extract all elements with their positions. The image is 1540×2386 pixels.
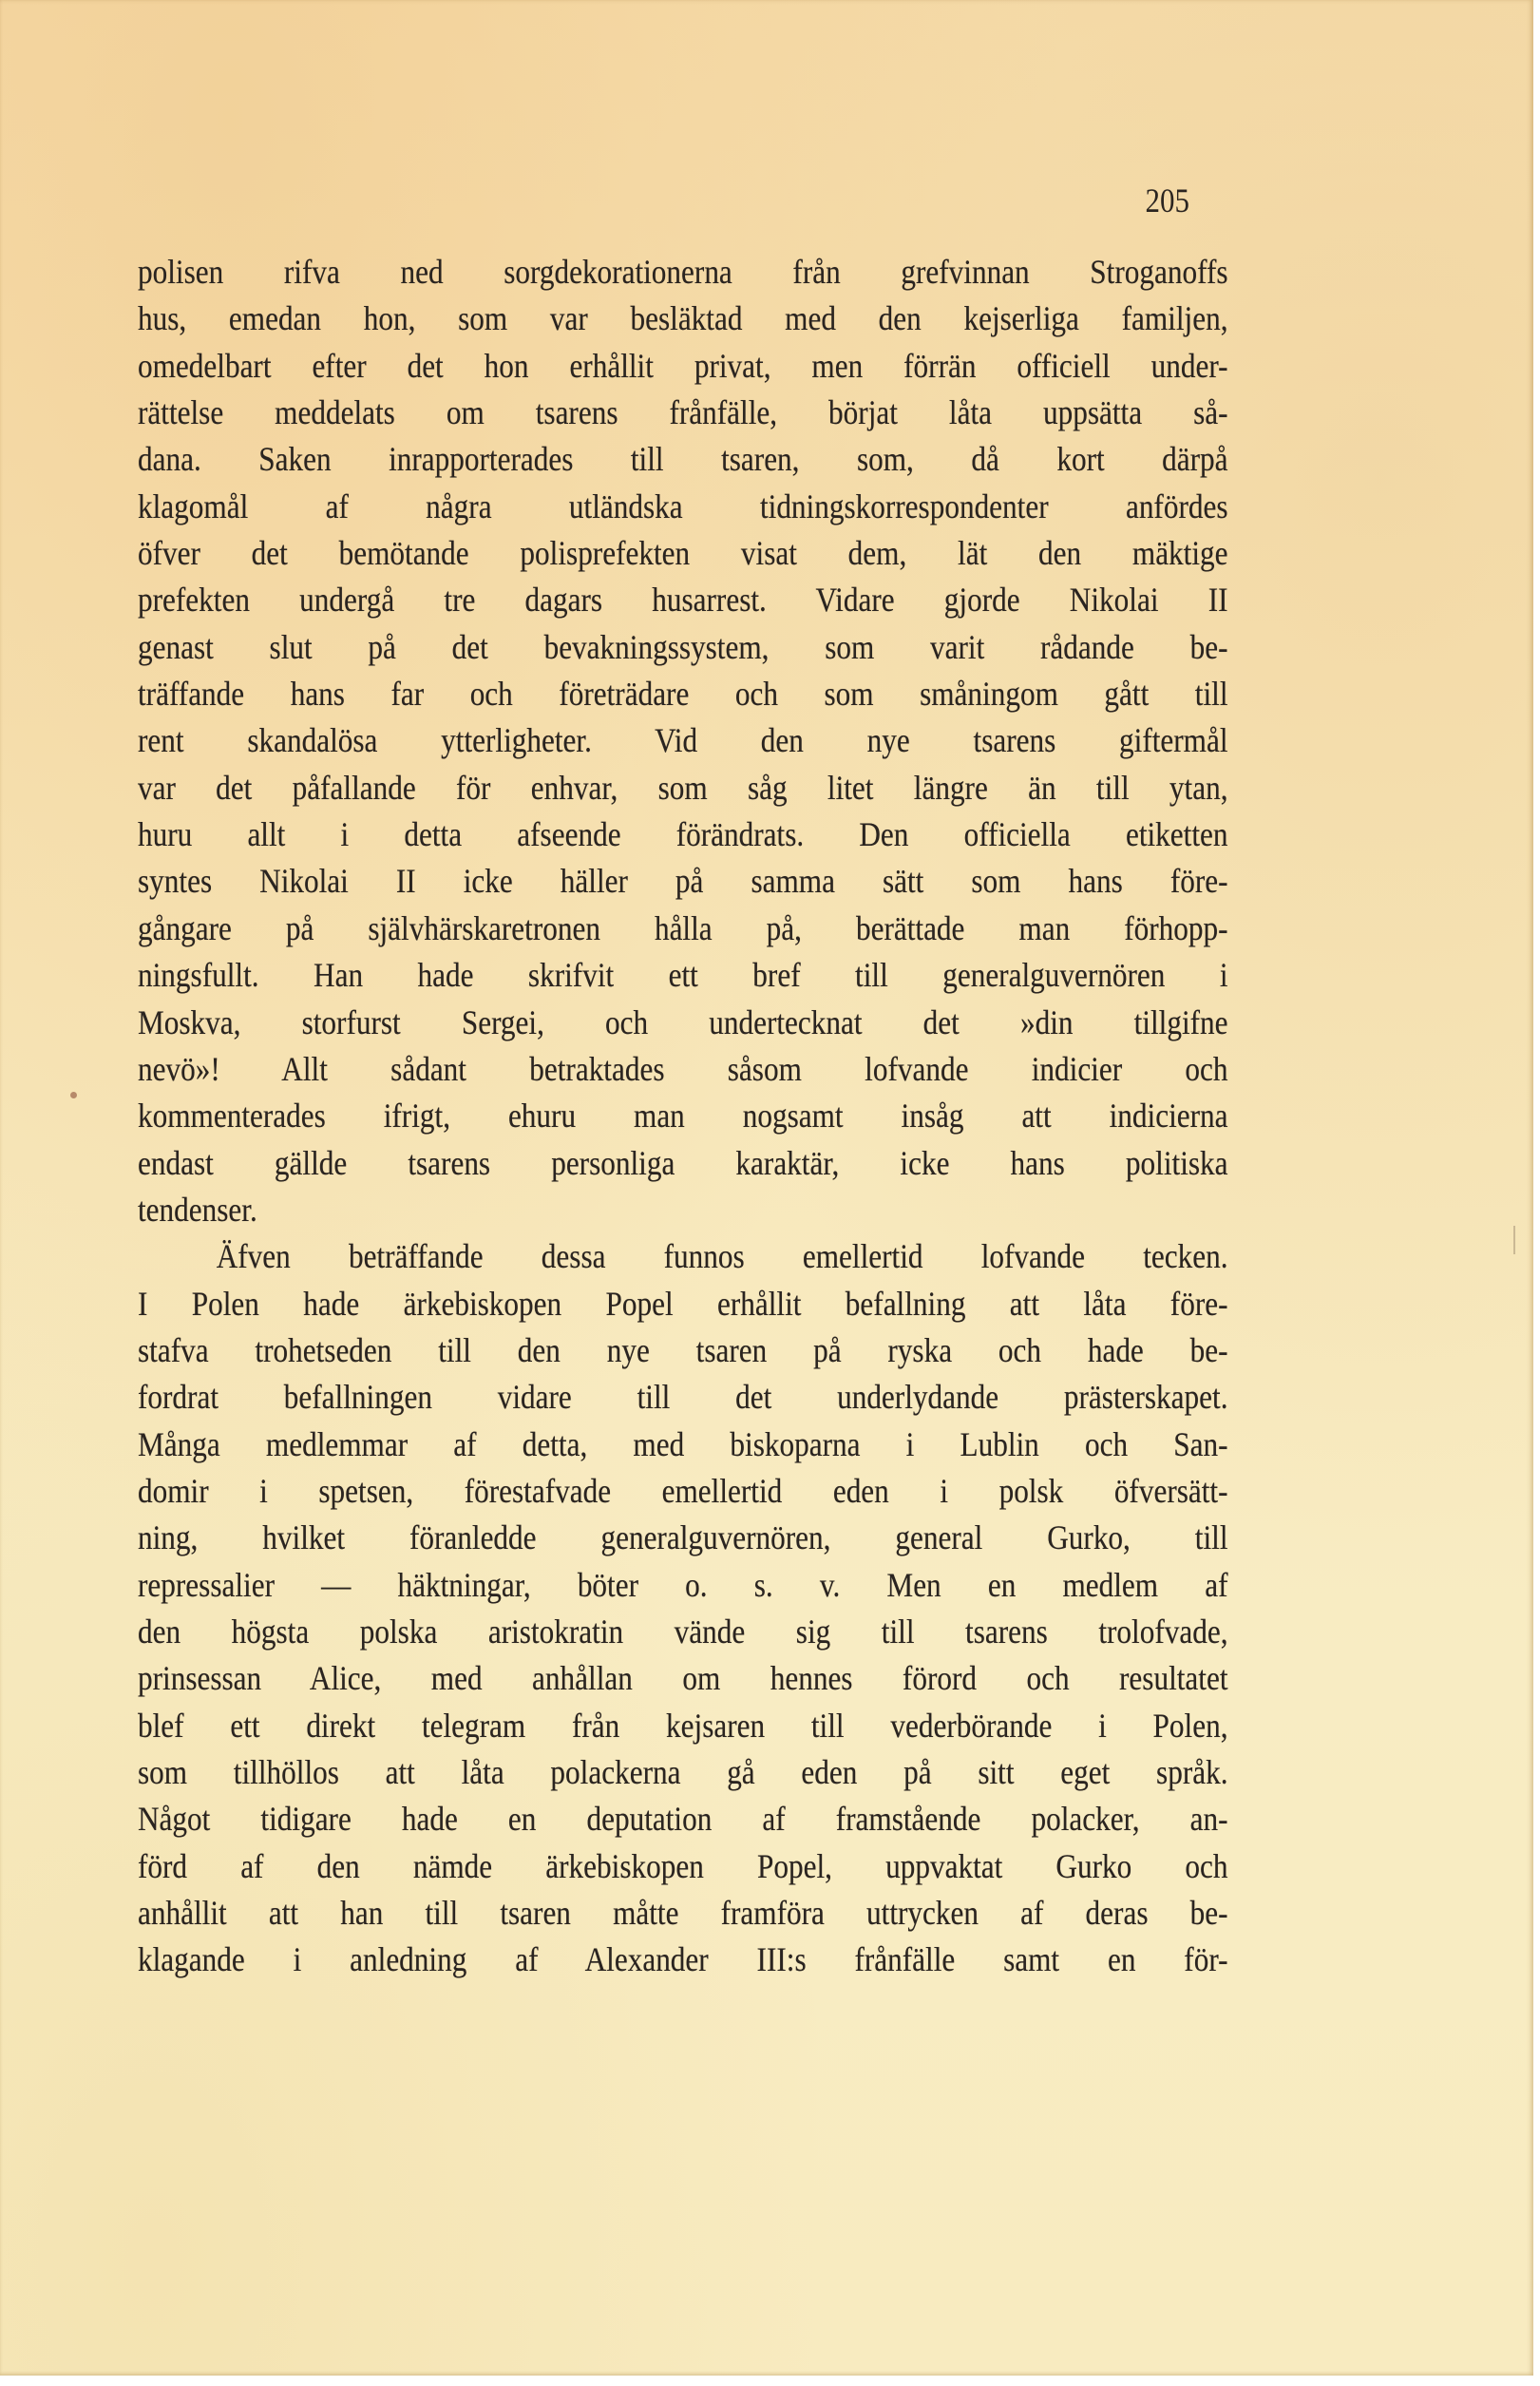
text-line: som tillhöllos att låta polackerna gå eden på sitt eget språk.	[138, 1753, 1228, 1791]
paper-mark	[1513, 1226, 1515, 1254]
text-line: hus, emedan hon, som var besläktad med den kejserliga familjen,	[138, 299, 1228, 338]
text-line: klagande i anledning af Alexander III:s frånfälle samt en för-	[138, 1940, 1228, 1979]
text-line: anhållit att han till tsaren måtte framföra uttrycken af deras be-	[138, 1894, 1228, 1933]
text-line: repressalier — häktningar, böter o. s. v. Men en medlem af	[138, 1565, 1228, 1604]
text-line: rent skandalösa ytterligheter. Vid den nye tsarens giftermål	[138, 721, 1228, 760]
text-line: klagomål af några utländska tidningskorrespondenter anfördes	[138, 487, 1228, 525]
text-line: fordrat befallningen vidare till det underlydande prästerskapet.	[138, 1378, 1228, 1417]
text-line: polisen rifva ned sorgdekorationerna från grefvinnan Stroganoffs	[138, 253, 1228, 291]
text-line: tendenser.	[138, 1190, 257, 1229]
text-line: huru allt i detta afseende förändrats. Den officiella etiketten	[138, 815, 1228, 854]
text-line: träffande hans far och företrädare och som småningom gått till	[138, 675, 1228, 714]
text-line: gångare på självhärskaretronen hålla på, berättade man förhopp-	[138, 908, 1228, 947]
text-line: domir i spetsen, förestafvade emellertid eden i polsk öfversätt-	[138, 1471, 1228, 1510]
text-line: blef ett direkt telegram från kejsaren till vederbörande i Polen,	[138, 1706, 1228, 1745]
text-line: endast gällde tsarens personliga karaktär, icke hans politiska	[138, 1143, 1228, 1182]
text-line: prinsessan Alice, med anhållan om hennes förord och resultatet	[138, 1659, 1228, 1698]
text-line: omedelbart efter det hon erhållit privat, men förrän officiell under-	[138, 346, 1228, 385]
text-line: var det påfallande för enhvar, som såg litet längre än till ytan,	[138, 768, 1228, 807]
text-line: rättelse meddelats om tsarens frånfälle, börjat låta uppsätta så-	[138, 393, 1228, 432]
text-line: Moskva, storfurst Sergei, och undertecknat det »din tillgifne	[138, 1002, 1228, 1041]
text-line: öfver det bemötande polisprefekten visat dem, lät den mäktige	[138, 534, 1228, 573]
text-line: prefekten undergå tre dagars husarrest. Vidare gjorde Nikolai II	[138, 581, 1228, 620]
text-line: Något tidigare hade en deputation af framstående polacker, an-	[138, 1800, 1228, 1839]
text-line: nevö»! Allt sådant betraktades såsom lofvande indicier och	[138, 1049, 1228, 1088]
paper-speck	[70, 1092, 77, 1098]
text-line: Många medlemmar af detta, med biskoparna i Lublin och San-	[138, 1424, 1228, 1463]
text-line: dana. Saken inrapporterades till tsaren, som, då kort därpå	[138, 440, 1228, 479]
text-line: ningsfullt. Han hade skrifvit ett bref till generalguvernören i	[138, 956, 1228, 995]
text-line: Äfven beträffande dessa funnos emellertid lofvande tecken.	[216, 1237, 1228, 1276]
paragraph-2	[138, 1233, 1228, 1984]
page-number: 205	[1145, 181, 1189, 220]
text-line: genast slut på det bevakningssystem, som varit rådande be-	[138, 627, 1228, 666]
text-line: förd af den nämde ärkebiskopen Popel, uppvaktat Gurko och	[138, 1846, 1228, 1885]
text-line: syntes Nikolai II icke häller på samma sätt som hans före-	[138, 862, 1228, 901]
text-line: kommenterades ifrigt, ehuru man nogsamt insåg att indicierna	[138, 1097, 1228, 1136]
paragraph-1	[138, 249, 1228, 1233]
text-line: stafva trohetseden till den nye tsaren på ryska och hade be-	[138, 1330, 1228, 1369]
text-line: den högsta polska aristokratin vände sig till tsarens trolofvade,	[138, 1612, 1228, 1651]
body-text	[138, 249, 1228, 1984]
text-line: I Polen hade ärkebiskopen Popel erhållit befallning att låta före-	[138, 1284, 1228, 1323]
text-line: ning, hvilket föranledde generalguvernören, general Gurko, till	[138, 1518, 1228, 1557]
